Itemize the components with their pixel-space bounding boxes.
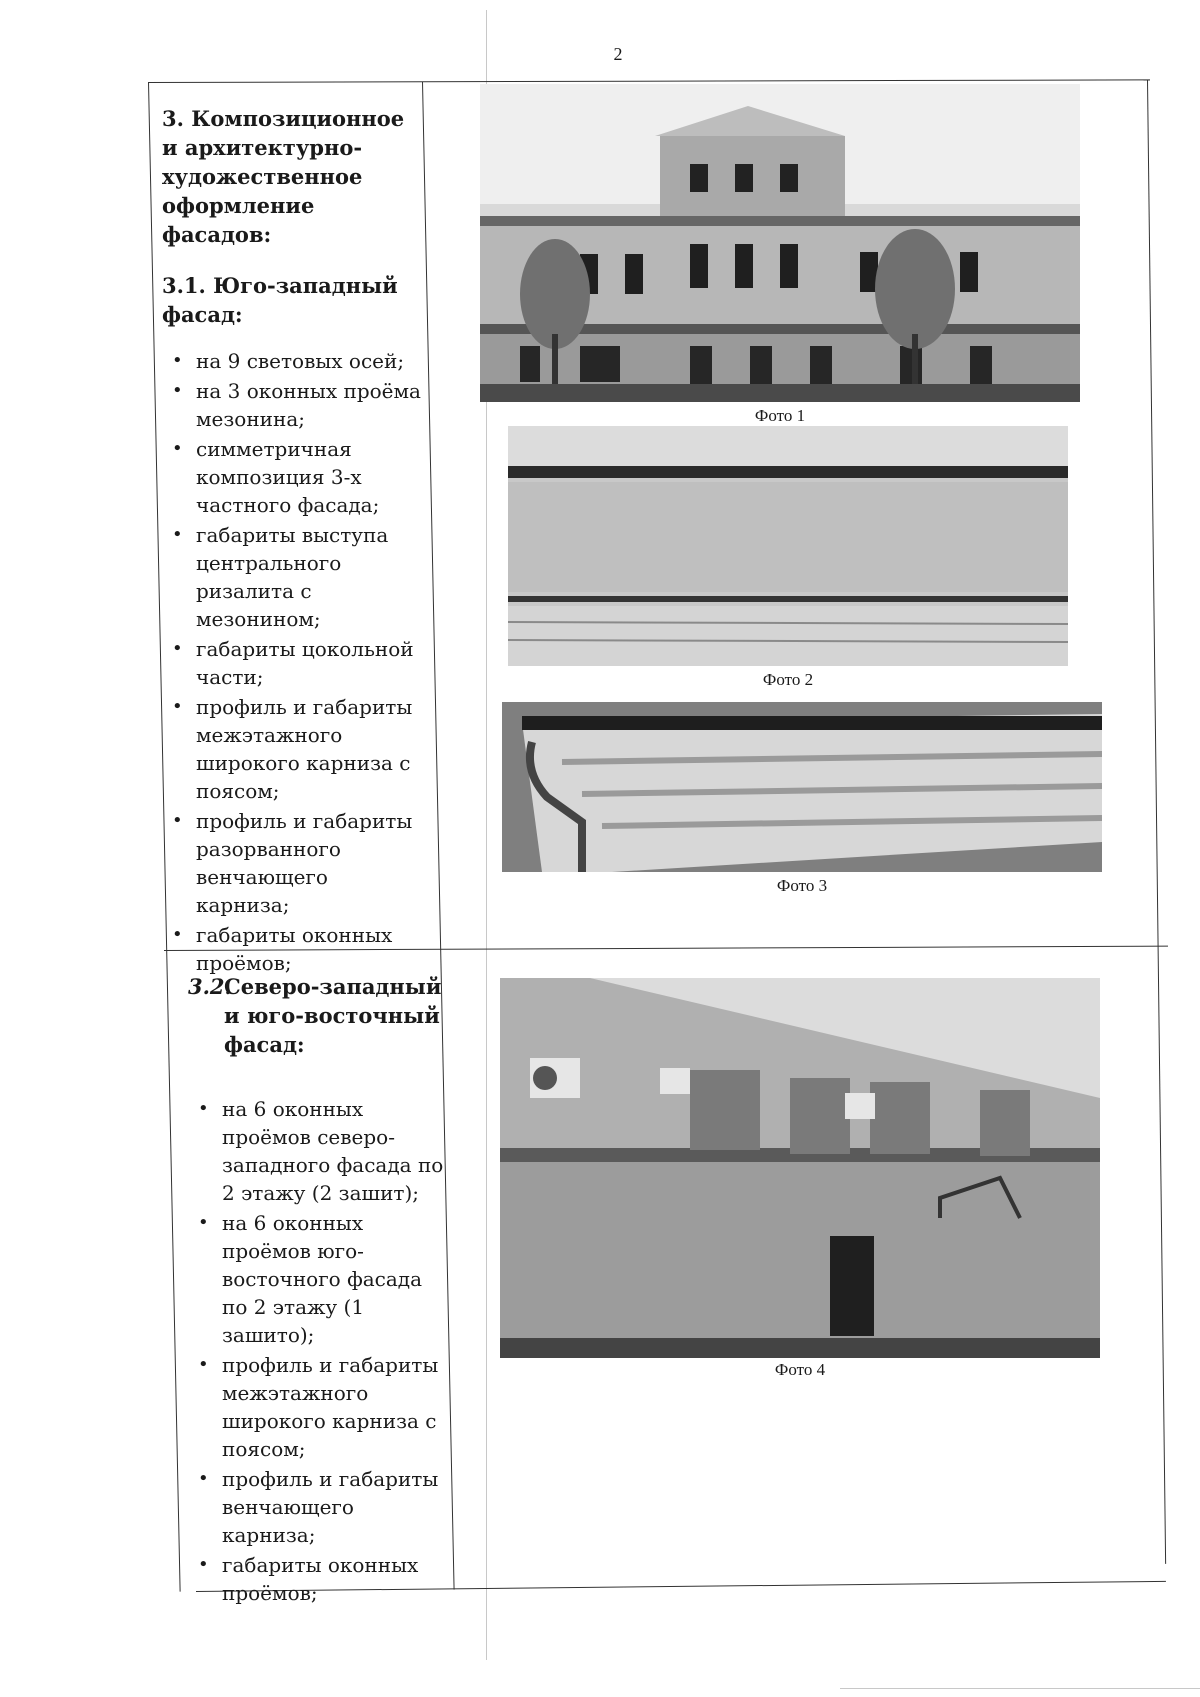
photo-4-caption: Фото 4 (774, 1360, 826, 1379)
photo-4-block (500, 978, 1100, 1378)
list-item: • профиль и габариты межэтажного широкого карниза с поясом; (196, 693, 422, 805)
list-item: • габариты оконных проёмов; (222, 1551, 448, 1607)
photo-3-caption: Фото 3 (776, 876, 828, 895)
section-32-number: 3.2. (188, 974, 232, 999)
section-31-cell (162, 104, 422, 979)
section-31-list (162, 347, 422, 977)
list-item: • на 9 световых осей; (196, 347, 422, 375)
photo-2-cornice (508, 426, 1068, 666)
list-item: • габариты выступа центрального ризалита с мезонином; (196, 521, 422, 633)
section-32-cell (188, 972, 448, 1609)
photo-1-caption: Фото 1 (754, 406, 806, 425)
section-32-list (188, 1095, 448, 1607)
photo-3-block (502, 702, 1102, 902)
photo-2-caption: Фото 2 (762, 670, 814, 689)
photo-1-block (480, 84, 1080, 424)
section-31-subtitle: 3.1. Юго-западный фасад: (162, 273, 398, 327)
list-item: • на 3 оконных проёма мезонина; (196, 377, 422, 433)
section-3-title: 3. Композиционное и архитектурно-художественное оформление фасадов: (162, 106, 405, 247)
list-item: • профиль и габариты межэтажного широкого карниза с поясом; (222, 1351, 448, 1463)
list-item: • профиль и габариты разорванного венчающего карниза; (196, 807, 422, 919)
photo-4-nw-facade (500, 978, 1100, 1358)
photo-1-facade (480, 84, 1080, 402)
facade-table (150, 80, 1170, 1605)
photo-3-crown-cornice (502, 702, 1102, 872)
list-item: • на 6 оконных проёмов юго-восточного фасада по 2 этажу (1 зашито); (222, 1209, 448, 1349)
list-item: • габариты цокольной части; (196, 635, 422, 691)
list-item: • на 6 оконных проёмов северо-западного фасада по 2 этажу (2 зашит); (222, 1095, 448, 1207)
table-right-border (1147, 80, 1166, 1564)
page-number: 2 (613, 44, 623, 64)
table-top-border (148, 79, 1150, 83)
list-item: • габариты оконных проёмов; (196, 921, 422, 977)
list-item: • симметричная композиция 3-х частного фасада; (196, 435, 422, 519)
photo-2-block (508, 426, 1068, 689)
section-32-title: Северо-западный и юго-восточный фасад: (224, 974, 442, 1057)
section-32-heading (188, 972, 448, 1059)
list-item: • профиль и габариты венчающего карниза; (222, 1465, 448, 1549)
scan-bottom-edge (840, 1688, 1200, 1689)
